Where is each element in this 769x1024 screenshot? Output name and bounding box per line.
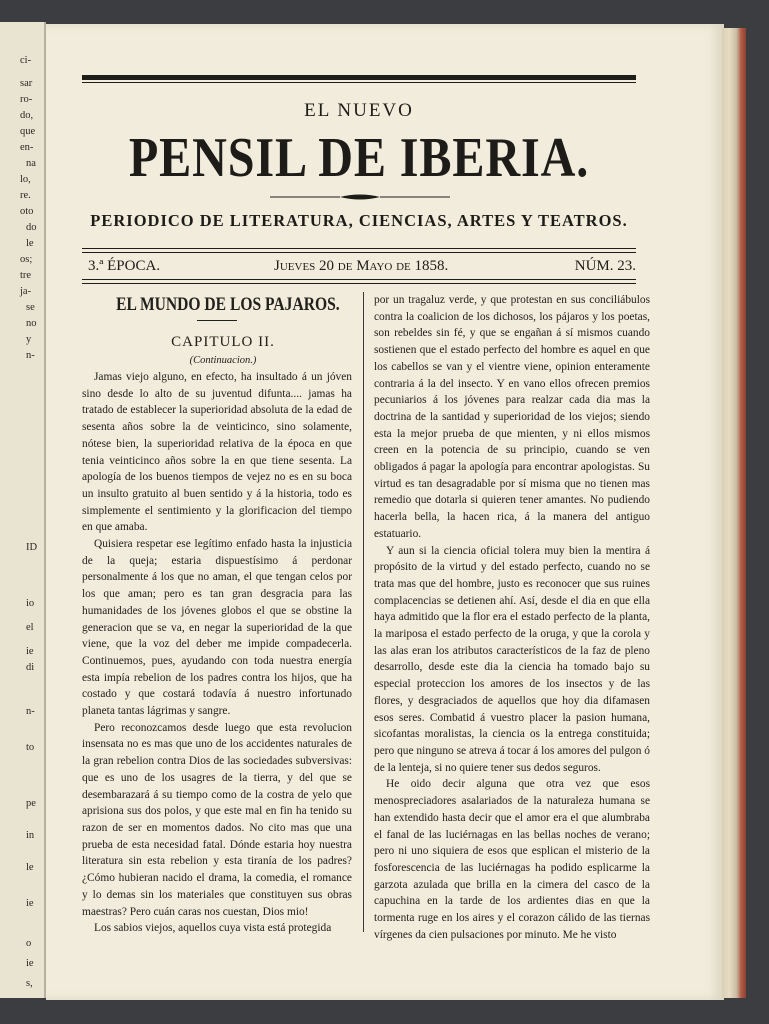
previous-page-fragment: io [26,598,35,609]
previous-page-fragment: o [26,938,32,949]
masthead-flourish [270,193,450,201]
chapter-heading: CAPITULO II. [171,334,275,350]
previous-page-fragment: que [20,126,36,137]
issue-rule-bottom [82,279,636,280]
previous-page-fragment: re. [20,190,31,201]
previous-page-fragment: n- [26,350,35,361]
previous-page-fragment: ie [26,646,34,657]
previous-page-fragment: s, [26,978,33,989]
previous-page-fragment: sar [20,78,33,89]
paragraph: Pero reconozcamos desde luego que esta revolucion insensata no es mas que uno de los accidentes naturales de la gran rebelion contra Dios de las sociedades subversivas: que es uno de los usagres de la tierra, y del que se desembarazará á su tiempo como de la costra de yelo que aprisiona sus dos polos, y que este mal en fin ha tenido su razon de ser en momentos dados. No cito mas que una prueba de esta necesidad fatal. Dónde estaria hoy nuestra literatura sin esta rebelion y esta tiranía de los padres? ¿Cómo hubieran nacido el drama, la comedia, el romance y lo demas sin los materiales que constituyen sus obras maestras? Pero cuán caras nos cuestan, Dios mio! [82,721,352,918]
previous-page-fragment: in [26,830,35,841]
previous-page-fragment: ci- [20,55,32,66]
paragraph: Quisiera respetar ese legítimo enfado hasta la injusticia de la queja; estaria dispuestísimo á perdonar personalmente á los que no aman, el que tengan celos por los que aman; pero es tan gran desgracia para las humanidades de los jóvenes globos el que se obstine la generacion que se va, en negar la superioridad de la que viene, que la voz del deber me impide compadecerla. Continuemos, pues, ayudando con toda nuestra energía esta impía rebelion de los padres contra los hijos, que ha costado y que costará todavía á nuestro infortunado planeta tantas lágrimas y sangre. [82,538,352,718]
masthead-top-rule [82,75,636,80]
issue-info [88,258,636,278]
previous-page-fragment: oto [20,206,34,217]
previous-page-fragment: el [26,622,34,633]
previous-page-fragment: na [26,158,36,169]
masthead-subtitle: PERIODICO DE LITERATURA, CIENCIAS, ARTES Y TEATROS. [90,211,628,230]
previous-page-fragment: os; [20,254,33,265]
previous-page-fragment: do, [20,110,34,121]
masthead-top-line: EL NUEVO [304,100,414,121]
previous-page-fragment: to [26,742,35,753]
column-divider [363,292,364,932]
previous-page-fragment: n- [26,706,35,717]
previous-page-fragment: ie [26,958,34,969]
paragraph: Jamas viejo alguno, en efecto, ha insultado á un jóven sino desde lo alto de su juventud difunta.... jamas ha tratado de establecer la superioridad absoluta de la edad de sesenta años sobre la de veinticinco, sino solamente, nótese bien, la superioridad relativa de la época en que tenia veinticinco años sobre la en que tiene sesenta. La apología de los buenos tiempos de vejez no es en su boca un insulto gratuito al buen sentido y á la historia, todo es simplemente el sentimiento y la glorificacion del tiempo en que amaba. [82,371,352,534]
issue-date: Jueves 20 de Mayo de 1858. [274,258,449,274]
title-rule [197,320,237,321]
issue-rule-top [82,248,636,249]
previous-page-fragment: ID [26,542,38,553]
previous-page-fragment: lo, [20,174,31,185]
previous-page-fragment: y [26,334,32,345]
previous-page-fragment: tre [20,270,32,281]
book-page-edges [722,28,746,998]
paragraph: Los sabios viejos, aquellos cuya vista está protegida [94,922,332,935]
left-column [82,292,352,937]
previous-page-fragment: ja- [20,286,32,297]
previous-page-fragment: di [26,662,35,673]
previous-page-fragment: en- [20,142,34,153]
previous-page-fragment: ro- [20,94,33,105]
paragraph: He oido decir alguna que otra vez que esos menospreciadores asalariados de la naturaleza humana se han extendido hasta decir que el amor era el que alumbraba el fanal de las luciérnagas en las bellas noches de verano; pero ni uno siquiera de esos que esplican el misterio de la fosforescencia de las luciérnagas ha podido esplicarme la garzota azulada que brilla en la cimera del casco de la capuchina en la tarde de los ardientes dias en que la tormenta ruge en los aires y el corazon cálido de las tiernas vírgenes da cien pulsaciones por minuto. Me he visto [374,778,650,941]
previous-page-fragment: no [26,318,37,329]
previous-page-fragment: pe [26,798,36,809]
previous-page-fragment: le [26,238,34,249]
issue-rule-top-2 [82,252,636,253]
previous-page-fragment: se [26,302,35,313]
masthead-top-thin-rule [82,82,636,83]
right-column [374,292,650,943]
previous-page-fragment: ie [26,898,34,909]
issue-number: NÚM. 23. [574,258,636,274]
issue-rule-bottom-2 [82,283,636,284]
previous-page-fragment: le [26,862,34,873]
article-title: EL MUNDO DE LOS PAJAROS. [116,294,340,315]
continuation-note: (Continuacion.) [189,355,257,366]
paragraph: Y aun si la ciencia oficial tolera muy bien la mentira á propósito de la virtud y del estado perfecto, cuando no se trata mas que del hombre, justo es reconocer que sus ruines complacencias se detienen ahí. Así, desde el dia en que ella haya admitido que la flor era el estado perfecto de la planta, la mariposa el estado perfecto de la oruga, y que la corola y las alas eran los atributos característicos de la faz de pleno desarrollo, desde este dia la ciencia ha tomado bajo su especial proteccion los amores de los insectos y de las flores, y desgraciados de aquellos que hoy dia difamasen esos seres. Combatid á vuestro placer la pasion humana, sicofantas moralistas, la ciencia os la entrega constituida; pero que ninguno se atreva á tocar á los amores del pulgon ó de la lenteja, si no quiere tener sus dedos seguros. [374,544,650,774]
issue-epoch: 3.ª ÉPOCA. [88,258,161,274]
paragraph: por un tragaluz verde, y que protestan en sus conciliábulos contra la coalicion de los dichosos, los pájaros y los poetas, son rebeldes sin fé, y que se engañan á sí mismos cuando sostienen que el estado perfecto del hombre es aquel en que los cabellos se van y el vientre viene, opinion enteramente contraria á la del insecto. Y en vano ellos ofrecen premios pecuniarios á los jóvenes para realzar cada dia mas la doctrina de la santidad y superioridad de los viejos; siendo esta la mejor prueba de que mienten, y ni ellos mismos creen en la potencia de su principio, cuando se ven obligados á pagar la apología para encontrar apologistas. Su virtud es tan desagradable por sí misma que no tienen mas remedio que dotarla si quieren tener amantes. No pudiendo hacerla bella, la hacen rica, á la manera del antiguo estatuario. [374,294,650,540]
previous-page-fragment: do [26,222,37,233]
previous-page-edge [0,22,46,998]
masthead-title: PENSIL DE IBERIA. [128,127,590,189]
